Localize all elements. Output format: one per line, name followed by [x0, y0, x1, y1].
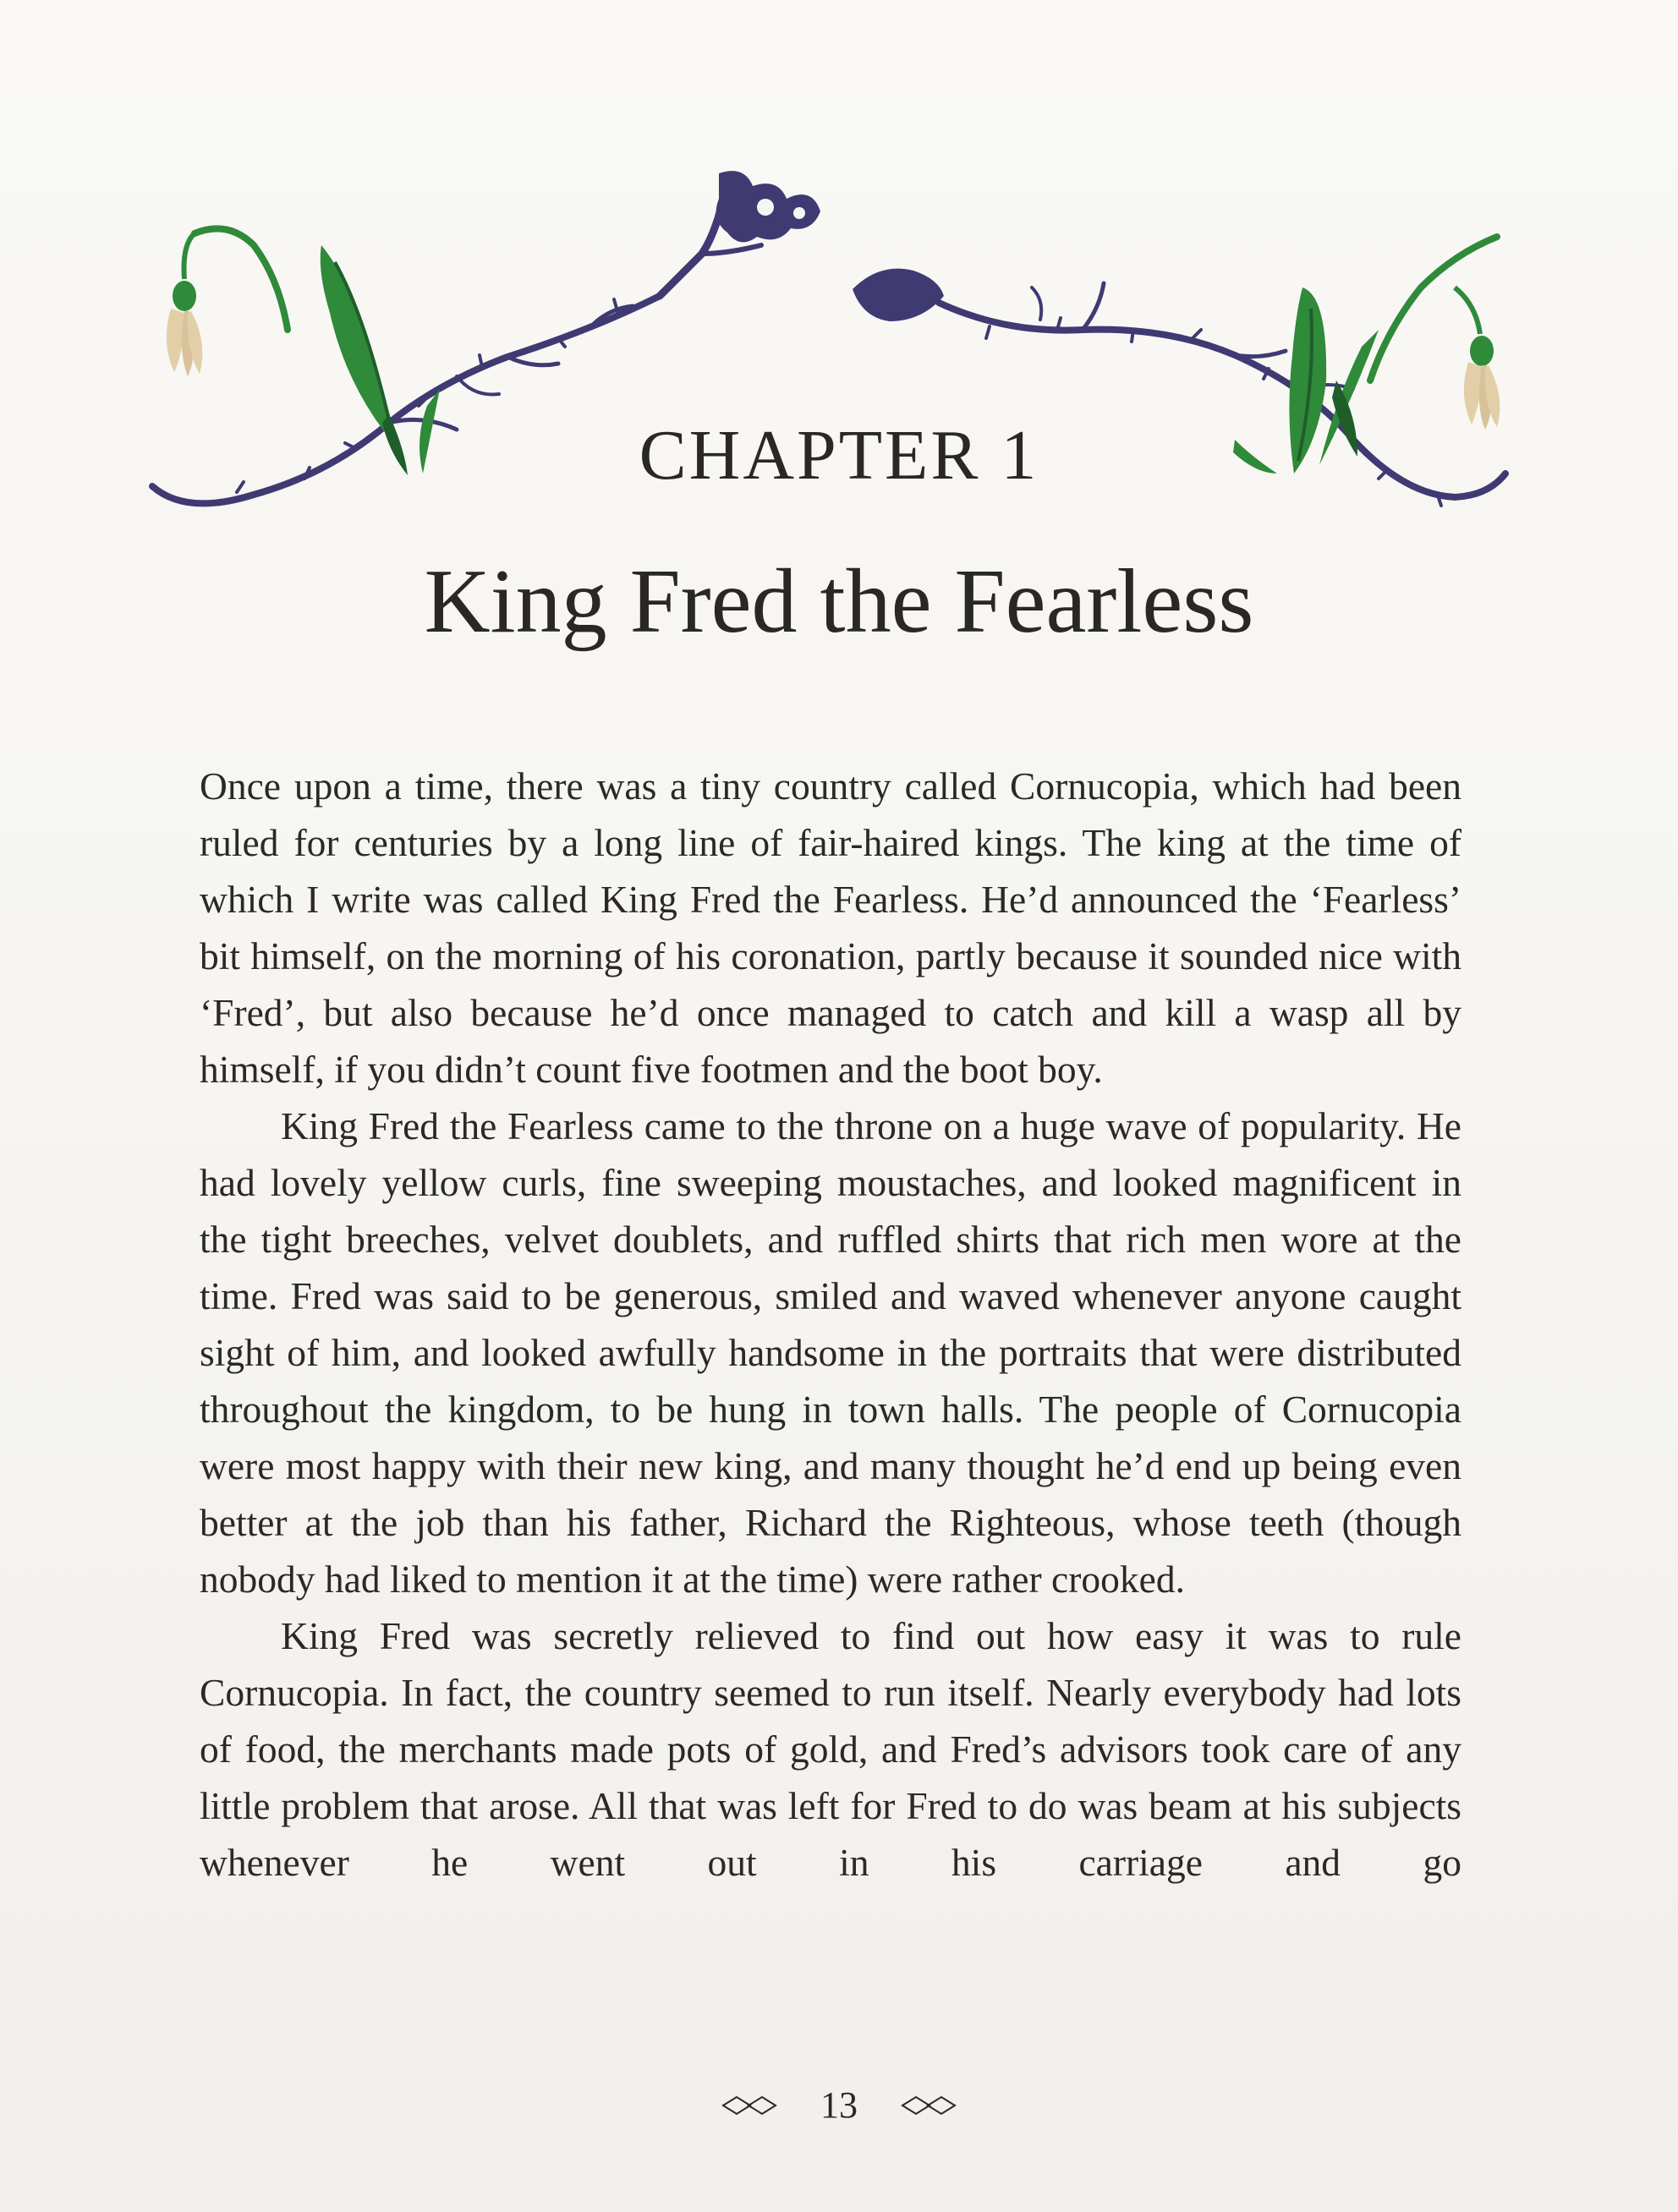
paragraph-2: King Fred the Fearless came to the throne on a huge wave of popularity. He had lovely yellow curls, fine sweeping moustaches, and looked magnificent in the tight breeches, velvet doublets, and ruffled shirts that rich men wore at the time. Fred was said to be generous, smiled and waved whenever anyone caught sight of him, and looked awfully handsome in the portraits that were distributed throughout the kingdom, to be hung in town halls. The people of Cornucopia were most happy with their new king, and many thought he’d end up being even better at the job than his father, Richard the Righteous, whose teeth (though nobody had liked to mention it at the time) were rather crooked. — [200, 1104, 1461, 1601]
page-footer — [0, 2080, 1678, 2127]
leaf-icon — [853, 269, 944, 321]
chapter-body — [200, 758, 1461, 1891]
chapter-number: CHAPTER 1 — [639, 416, 1039, 495]
diamond-ornament-icon — [720, 2095, 792, 2116]
paragraph-3: King Fred was secretly relieved to find out how easy it was to rule Cornucopia. In fact, the country seemed to run itself. Nearly everybody had lots of food, the merchants made pots of gold, and Fred’s advisors took care of any little problem that arose. All that was left for Fred to do was beam at his subjects whenever he went out in his carriage and go — [200, 1614, 1461, 1884]
vine-flower-cluster — [716, 171, 820, 242]
paragraph-1: Once upon a time, there was a tiny country called Cornucopia, which had been ruled for centuries by a long line of fair-haired kings. The king at the time of which I write was called King Fred the Fearless. He’d announced the ‘Fearless’ bit himself, on the morning of his coronation, partly because it sounded nice with ‘Fred’, but also because he’d once managed to catch and kill a wasp all by himself, if you didn’t count five footmen and the boot boy. — [200, 764, 1461, 1091]
diamond-ornament-icon — [886, 2095, 958, 2116]
chapter-title: King Fred the Fearless — [424, 551, 1254, 652]
page-number: 13 — [820, 2084, 858, 2127]
